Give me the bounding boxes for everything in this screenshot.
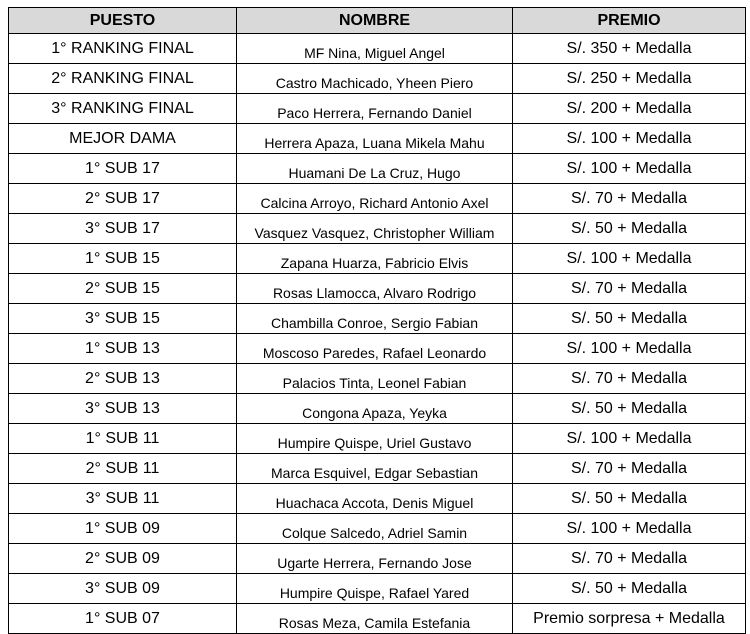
cell-nombre: Chambilla Conroe, Sergio Fabian xyxy=(237,304,513,334)
cell-nombre: Rosas Llamocca, Alvaro Rodrigo xyxy=(237,274,513,304)
cell-premio: S/. 50 + Medalla xyxy=(513,574,746,604)
table-body xyxy=(9,34,746,634)
cell-nombre: Zapana Huarza, Fabricio Elvis xyxy=(237,244,513,274)
cell-nombre: Huachaca Accota, Denis Miguel xyxy=(237,484,513,514)
cell-nombre: Marca Esquivel, Edgar Sebastian xyxy=(237,454,513,484)
cell-puesto: MEJOR DAMA xyxy=(9,124,237,154)
table-row xyxy=(9,604,746,634)
cell-nombre: MF Nina, Miguel Angel xyxy=(237,34,513,64)
cell-premio: S/. 50 + Medalla xyxy=(513,484,746,514)
table-row xyxy=(9,94,746,124)
cell-puesto: 2° SUB 15 xyxy=(9,274,237,304)
cell-premio: S/. 100 + Medalla xyxy=(513,424,746,454)
table-row xyxy=(9,394,746,424)
cell-premio: S/. 350 + Medalla xyxy=(513,34,746,64)
header-nombre: NOMBRE xyxy=(237,8,513,34)
cell-nombre: Vasquez Vasquez, Christopher William xyxy=(237,214,513,244)
cell-puesto: 2° SUB 11 xyxy=(9,454,237,484)
table-row xyxy=(9,574,746,604)
cell-premio: S/. 200 + Medalla xyxy=(513,94,746,124)
cell-premio: S/. 70 + Medalla xyxy=(513,274,746,304)
cell-nombre: Humpire Quispe, Rafael Yared xyxy=(237,574,513,604)
table-row xyxy=(9,334,746,364)
table-header xyxy=(9,8,746,34)
cell-puesto: 1° SUB 07 xyxy=(9,604,237,634)
cell-premio: S/. 100 + Medalla xyxy=(513,514,746,544)
table-row xyxy=(9,514,746,544)
cell-nombre: Colque Salcedo, Adriel Samin xyxy=(237,514,513,544)
cell-puesto: 1° SUB 09 xyxy=(9,514,237,544)
cell-nombre: Castro Machicado, Yheen Piero xyxy=(237,64,513,94)
cell-premio: Premio sorpresa + Medalla xyxy=(513,604,746,634)
cell-puesto: 3° RANKING FINAL xyxy=(9,94,237,124)
cell-premio: S/. 100 + Medalla xyxy=(513,334,746,364)
cell-puesto: 3° SUB 15 xyxy=(9,304,237,334)
cell-nombre: Calcina Arroyo, Richard Antonio Axel xyxy=(237,184,513,214)
table-row xyxy=(9,454,746,484)
table-row xyxy=(9,274,746,304)
cell-nombre: Moscoso Paredes, Rafael Leonardo xyxy=(237,334,513,364)
cell-nombre: Paco Herrera, Fernando Daniel xyxy=(237,94,513,124)
cell-premio: S/. 50 + Medalla xyxy=(513,304,746,334)
cell-premio: S/. 70 + Medalla xyxy=(513,184,746,214)
cell-premio: S/. 70 + Medalla xyxy=(513,454,746,484)
cell-premio: S/. 100 + Medalla xyxy=(513,124,746,154)
header-premio: PREMIO xyxy=(513,8,746,34)
cell-puesto: 2° SUB 17 xyxy=(9,184,237,214)
cell-puesto: 3° SUB 13 xyxy=(9,394,237,424)
cell-nombre: Congona Apaza, Yeyka xyxy=(237,394,513,424)
cell-nombre: Huamani De La Cruz, Hugo xyxy=(237,154,513,184)
table-row xyxy=(9,184,746,214)
table-row xyxy=(9,424,746,454)
cell-premio: S/. 250 + Medalla xyxy=(513,64,746,94)
cell-puesto: 2° SUB 09 xyxy=(9,544,237,574)
cell-premio: S/. 70 + Medalla xyxy=(513,364,746,394)
cell-puesto: 1° SUB 15 xyxy=(9,244,237,274)
header-row xyxy=(9,8,746,34)
cell-puesto: 3° SUB 17 xyxy=(9,214,237,244)
table-row xyxy=(9,304,746,334)
cell-premio: S/. 50 + Medalla xyxy=(513,214,746,244)
cell-puesto: 1° SUB 11 xyxy=(9,424,237,454)
cell-puesto: 1° SUB 13 xyxy=(9,334,237,364)
table-row xyxy=(9,364,746,394)
cell-puesto: 3° SUB 09 xyxy=(9,574,237,604)
table-row xyxy=(9,544,746,574)
cell-nombre: Palacios Tinta, Leonel Fabian xyxy=(237,364,513,394)
cell-premio: S/. 50 + Medalla xyxy=(513,394,746,424)
cell-puesto: 1° RANKING FINAL xyxy=(9,34,237,64)
table-row xyxy=(9,484,746,514)
cell-nombre: Humpire Quispe, Uriel Gustavo xyxy=(237,424,513,454)
table-row xyxy=(9,124,746,154)
cell-puesto: 1° SUB 17 xyxy=(9,154,237,184)
table-row xyxy=(9,64,746,94)
header-puesto: PUESTO xyxy=(9,8,237,34)
table-row xyxy=(9,214,746,244)
cell-nombre: Ugarte Herrera, Fernando Jose xyxy=(237,544,513,574)
cell-puesto: 2° RANKING FINAL xyxy=(9,64,237,94)
table-row xyxy=(9,244,746,274)
cell-nombre: Rosas Meza, Camila Estefania xyxy=(237,604,513,634)
cell-puesto: 2° SUB 13 xyxy=(9,364,237,394)
cell-nombre: Herrera Apaza, Luana Mikela Mahu xyxy=(237,124,513,154)
table-row xyxy=(9,34,746,64)
cell-premio: S/. 100 + Medalla xyxy=(513,244,746,274)
cell-premio: S/. 70 + Medalla xyxy=(513,544,746,574)
awards-table xyxy=(8,7,746,634)
cell-premio: S/. 100 + Medalla xyxy=(513,154,746,184)
cell-puesto: 3° SUB 11 xyxy=(9,484,237,514)
table-row xyxy=(9,154,746,184)
results-table-container xyxy=(8,7,746,634)
